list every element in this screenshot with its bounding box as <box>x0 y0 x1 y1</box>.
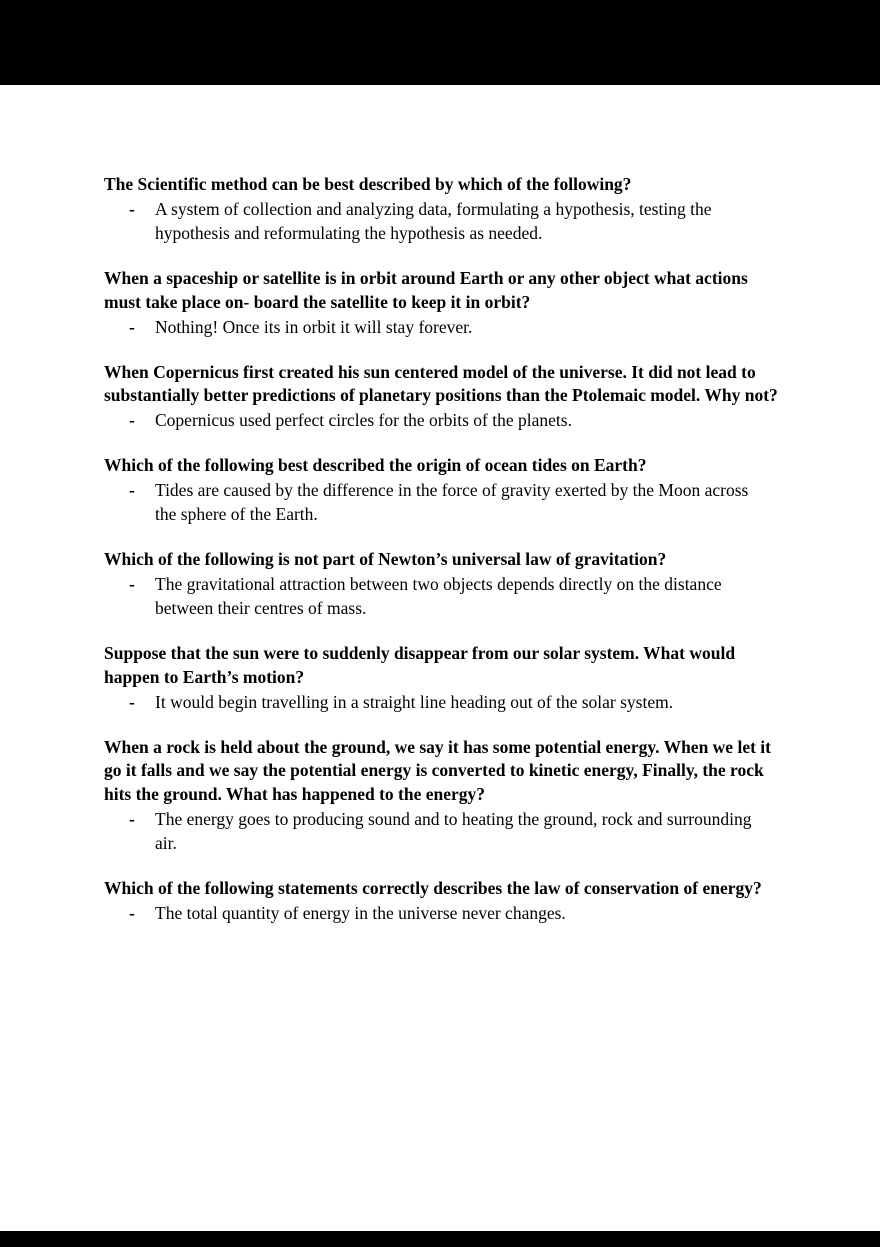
question-text: The Scientific method can be best described by which of the following? <box>104 174 632 194</box>
qa-block <box>104 736 780 855</box>
answer-text: Nothing! Once its in orbit it will stay forever. <box>155 316 473 337</box>
question-text: Which of the following statements correctly describes the law of conservation of energy? <box>104 877 762 898</box>
answer-item <box>104 197 780 245</box>
answer-text: It would begin travelling in a straight line heading out of the solar system. <box>155 691 674 712</box>
answer-item <box>104 901 780 925</box>
document-page <box>0 85 880 1231</box>
qa-block <box>104 642 780 714</box>
question-text: When a rock is held about the ground, we say it has some potential energy. When we let it go it falls and we say the potential energy is converted to kinetic energy, Finally, the rock hits the ground. What has happened to the energy? <box>104 736 771 804</box>
bullet-marker: - <box>129 316 135 337</box>
answer-item <box>104 690 780 714</box>
answer-text: Copernicus used perfect circles for the orbits of the planets. <box>155 410 572 430</box>
bullet-marker: - <box>129 808 135 829</box>
question-text: Which of the following best described the origin of ocean tides on Earth? <box>104 455 647 475</box>
answer-text: The total quantity of energy in the universe never changes. <box>155 902 566 923</box>
answer-item <box>104 315 780 339</box>
question-text: Which of the following is not part of Newton’s universal law of gravitation? <box>104 549 667 569</box>
answer-item <box>104 572 780 620</box>
answer-item <box>104 807 780 855</box>
qa-block <box>104 877 780 925</box>
qa-block <box>104 361 780 433</box>
qa-block <box>104 454 780 526</box>
answer-text: The energy goes to producing sound and to heating the ground, rock and surrounding air. <box>155 808 752 853</box>
qa-block <box>104 548 780 620</box>
answer-item <box>104 408 780 432</box>
bullet-marker: - <box>129 691 135 712</box>
answer-text: The gravitational attraction between two objects depends directly on the distance between their centres of mass. <box>155 574 722 618</box>
qa-block <box>104 173 780 245</box>
bullet-marker: - <box>129 574 135 594</box>
qa-block <box>104 267 780 339</box>
answer-item <box>104 478 780 526</box>
question-text: Suppose that the sun were to suddenly disappear from our solar system. What would happen to Earth’s motion? <box>104 643 736 687</box>
question-text: When a spaceship or satellite is in orbit around Earth or any other object what actions must take place on- board the satellite to keep it in orbit? <box>104 268 748 312</box>
bullet-marker: - <box>129 902 135 923</box>
answer-text: A system of collection and analyzing data, formulating a hypothesis, testing the hypothesis and reformulating the hypothesis as needed. <box>155 199 712 243</box>
answer-text: Tides are caused by the difference in the force of gravity exerted by the Moon across the sphere of the Earth. <box>155 480 749 524</box>
bullet-marker: - <box>129 410 135 430</box>
bullet-marker: - <box>129 480 135 500</box>
bullet-marker: - <box>129 199 135 219</box>
question-text: When Copernicus first created his sun centered model of the universe. It did not lead to substantially better predictions of planetary positions than the Ptolemaic model. Why not? <box>104 361 778 405</box>
